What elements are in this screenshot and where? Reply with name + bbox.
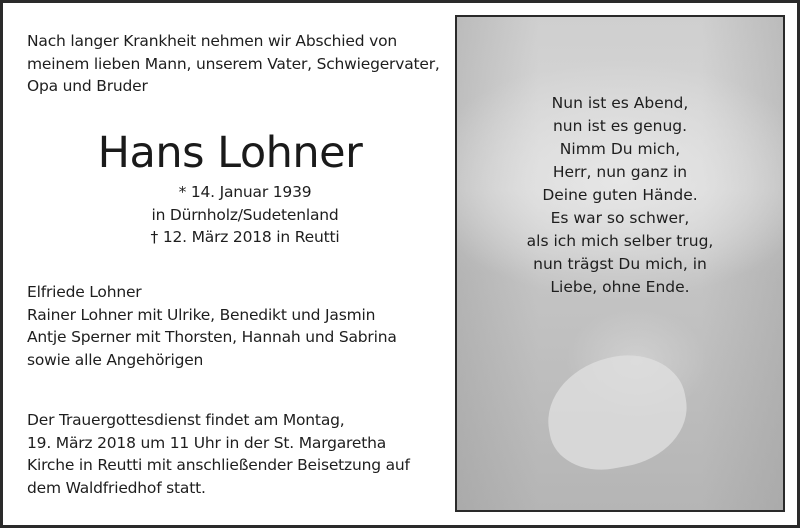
leaf-road-photo	[455, 15, 785, 512]
mourner: Elfriede Lohner	[27, 283, 142, 301]
poem-line: als ich mich selber trug,	[526, 232, 714, 250]
mourner: Rainer Lohner mit Ulrike, Benedikt und Jasmin	[27, 305, 376, 324]
poem-line: Deine guten Hände.	[542, 186, 698, 204]
poem-line: nun trägst Du mich, in	[533, 255, 707, 273]
poem-line: nun ist es genug.	[552, 117, 688, 135]
poem-line: Nun ist es Abend,	[551, 94, 689, 112]
mourner: Antje Sperner mit Thorsten, Hannah und Sabrina	[27, 328, 397, 347]
leaf-image	[539, 346, 696, 479]
intro-line: meinem lieben Mann, unserem Vater, Schwiegervater,	[27, 54, 440, 73]
poem	[457, 92, 783, 299]
mourner: sowie alle Angehörigen	[27, 351, 204, 370]
service-info	[27, 409, 410, 500]
birth-place: in Dürnholz/Sudetenland	[151, 205, 339, 224]
birth-date: * 14. Januar 1939	[178, 183, 312, 201]
poem-line: Herr, nun ganz in	[552, 163, 688, 181]
death-date: † 12. März 2018 in Reutti	[150, 228, 340, 247]
intro-line: Nach langer Krankheit nehmen wir Abschied von	[27, 32, 397, 50]
mourners-list	[27, 281, 397, 372]
poem-line: Es war so schwer,	[550, 209, 690, 227]
service-line: 19. März 2018 um 11 Uhr in der St. Margaretha	[27, 433, 387, 452]
deceased-name: Hans Lohner	[97, 128, 363, 178]
poem-line: Nimm Du mich,	[559, 140, 681, 158]
service-line: Der Trauergottesdienst findet am Montag,	[27, 411, 345, 429]
poem-line: Liebe, ohne Ende.	[550, 278, 690, 296]
intro-text	[27, 30, 440, 98]
service-line: Kirche in Reutti mit anschließender Beisetzung auf	[27, 456, 410, 475]
service-line: dem Waldfriedhof statt.	[27, 479, 206, 498]
life-dates	[0, 181, 490, 249]
intro-line: Opa und Bruder	[27, 77, 148, 96]
